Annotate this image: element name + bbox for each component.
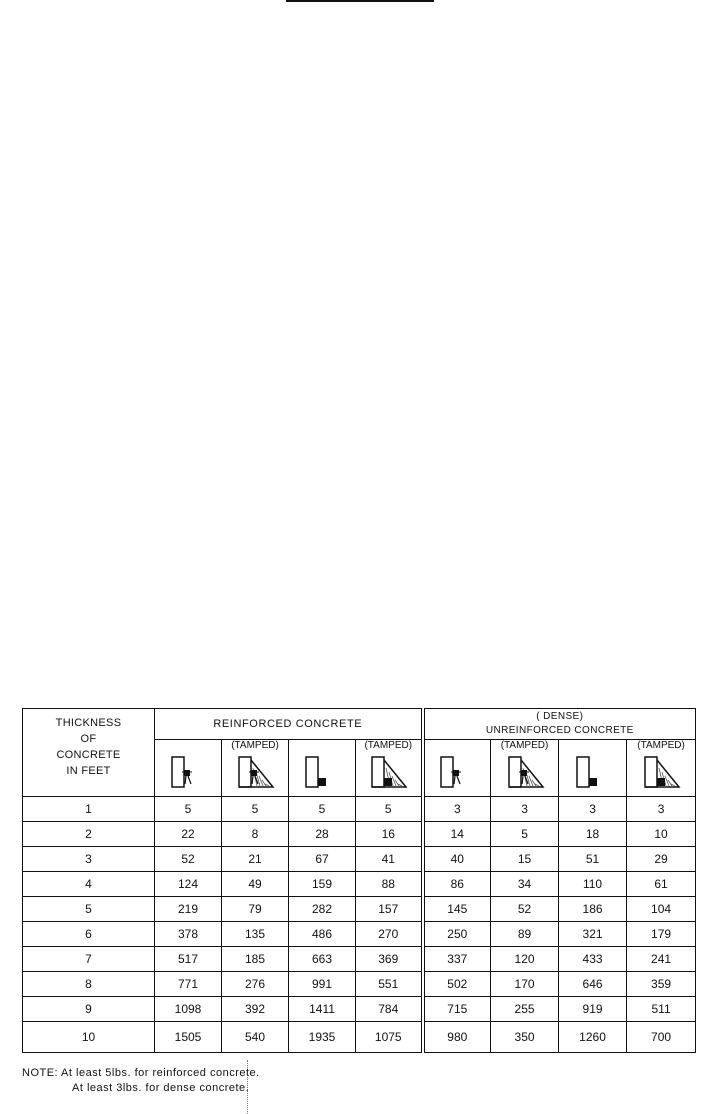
reinforced-concrete-header <box>155 709 423 740</box>
charge-value-cell: 255 <box>491 997 559 1022</box>
reinforced-concrete-label: REINFORCED CONCRETE <box>213 718 363 730</box>
thickness-cell: 6 <box>23 922 155 947</box>
charge-value-cell: 159 <box>289 872 356 897</box>
charge-value-cell: 241 <box>627 947 696 972</box>
thickness-cell: 1 <box>23 797 155 822</box>
charge-value-cell: 1260 <box>559 1022 627 1053</box>
charge-value-cell: 40 <box>423 847 491 872</box>
tamped-contact-charge-icon <box>222 754 288 790</box>
note-line-dense: At least 3lbs. for dense concrete. <box>72 1082 250 1094</box>
charge-value-cell: 991 <box>289 972 356 997</box>
charge-value-cell: 18 <box>559 822 627 847</box>
charge-value-cell: 5 <box>155 797 222 822</box>
charge-value-cell: 41 <box>356 847 423 872</box>
charge-value-cell: 86 <box>423 872 491 897</box>
charge-value-cell: 511 <box>627 997 696 1022</box>
charge-value-cell: 120 <box>491 947 559 972</box>
charge-value-cell: 28 <box>289 822 356 847</box>
charge-value-cell: 145 <box>423 897 491 922</box>
untamped-surface-charge-icon <box>289 754 355 790</box>
charge-placement-header <box>356 740 423 797</box>
charge-value-cell: 378 <box>155 922 222 947</box>
charge-placement-header <box>559 740 627 797</box>
note <box>22 1066 260 1096</box>
table-row <box>23 822 696 847</box>
charge-value-cell: 369 <box>356 947 423 972</box>
charge-value-cell: 16 <box>356 822 423 847</box>
charge-value-cell: 51 <box>559 847 627 872</box>
charge-value-cell: 919 <box>559 997 627 1022</box>
charge-placement-header <box>627 740 696 797</box>
table-row <box>23 922 696 947</box>
charge-value-cell: 771 <box>155 972 222 997</box>
table-row <box>23 1022 696 1053</box>
charge-value-cell: 10 <box>627 822 696 847</box>
charge-value-cell: 21 <box>222 847 289 872</box>
charge-value-cell: 170 <box>491 972 559 997</box>
charge-value-cell: 700 <box>627 1022 696 1053</box>
thickness-cell: 2 <box>23 822 155 847</box>
charge-value-cell: 22 <box>155 822 222 847</box>
charge-value-cell: 715 <box>423 997 491 1022</box>
charge-placement-header <box>491 740 559 797</box>
charge-value-cell: 5 <box>356 797 423 822</box>
table-row <box>23 897 696 922</box>
thickness-cell: 8 <box>23 972 155 997</box>
charge-placement-header <box>289 740 356 797</box>
charge-value-cell: 282 <box>289 897 356 922</box>
thickness-cell: 3 <box>23 847 155 872</box>
charge-value-cell: 350 <box>491 1022 559 1053</box>
table-body <box>23 797 696 1053</box>
charge-value-cell: 219 <box>155 897 222 922</box>
thickness-cell: 5 <box>23 897 155 922</box>
charge-value-cell: 61 <box>627 872 696 897</box>
charge-value-cell: 67 <box>289 847 356 872</box>
table-row <box>23 997 696 1022</box>
charge-value-cell: 646 <box>559 972 627 997</box>
charge-value-cell: 663 <box>289 947 356 972</box>
charge-value-cell: 49 <box>222 872 289 897</box>
tamped-contact-charge-icon <box>491 754 558 790</box>
charge-value-cell: 359 <box>627 972 696 997</box>
charge-value-cell: 124 <box>155 872 222 897</box>
charge-value-cell: 157 <box>356 897 423 922</box>
charge-value-cell: 270 <box>356 922 423 947</box>
table-row <box>23 847 696 872</box>
note-line-reinforced: NOTE: At least 5lbs. for reinforced concrete. <box>22 1067 260 1079</box>
tamped-surface-charge-icon <box>627 754 695 790</box>
charge-value-cell: 8 <box>222 822 289 847</box>
charge-value-cell: 110 <box>559 872 627 897</box>
charge-value-cell: 551 <box>356 972 423 997</box>
thickness-cell: 10 <box>23 1022 155 1053</box>
tamped-label: (TAMPED) <box>637 740 685 751</box>
untamped-surface-charge-icon <box>559 754 626 790</box>
tamped-surface-charge-icon <box>356 754 421 790</box>
charge-value-cell: 15 <box>491 847 559 872</box>
charge-value-cell: 179 <box>627 922 696 947</box>
charge-value-cell: 185 <box>222 947 289 972</box>
tamped-label: (TAMPED) <box>364 740 413 751</box>
charge-value-cell: 1098 <box>155 997 222 1022</box>
charge-value-cell: 1505 <box>155 1022 222 1053</box>
thickness-header-line: OF <box>80 733 97 745</box>
charge-value-cell: 88 <box>356 872 423 897</box>
tamped-label: (TAMPED) <box>231 740 279 751</box>
charge-value-cell: 29 <box>627 847 696 872</box>
charge-value-cell: 784 <box>356 997 423 1022</box>
thickness-header-line: CONCRETE <box>56 749 121 761</box>
thickness-cell: 9 <box>23 997 155 1022</box>
charge-value-cell: 3 <box>559 797 627 822</box>
charge-value-cell: 392 <box>222 997 289 1022</box>
charge-value-cell: 89 <box>491 922 559 947</box>
charge-value-cell: 276 <box>222 972 289 997</box>
charge-value-cell: 540 <box>222 1022 289 1053</box>
charge-value-cell: 3 <box>491 797 559 822</box>
charge-value-cell: 14 <box>423 822 491 847</box>
thickness-cell: 7 <box>23 947 155 972</box>
charge-value-cell: 433 <box>559 947 627 972</box>
charge-value-cell: 1411 <box>289 997 356 1022</box>
thickness-header <box>23 709 155 797</box>
untamped-contact-charge-icon <box>425 754 491 790</box>
charge-placement-header <box>222 740 289 797</box>
charge-value-cell: 52 <box>155 847 222 872</box>
charge-value-cell: 79 <box>222 897 289 922</box>
charge-value-cell: 5 <box>289 797 356 822</box>
charge-value-cell: 980 <box>423 1022 491 1053</box>
charge-table <box>22 708 696 1053</box>
charge-value-cell: 5 <box>222 797 289 822</box>
charge-value-cell: 486 <box>289 922 356 947</box>
charge-placement-header <box>423 740 491 797</box>
thickness-cell: 4 <box>23 872 155 897</box>
charge-table-container <box>22 708 695 1065</box>
charge-value-cell: 517 <box>155 947 222 972</box>
dense-label: ( DENSE) <box>536 711 584 722</box>
thickness-header-line: IN FEET <box>66 765 111 777</box>
charge-value-cell: 5 <box>491 822 559 847</box>
tamped-label: (TAMPED) <box>500 740 549 751</box>
charge-value-cell: 104 <box>627 897 696 922</box>
table-row <box>23 797 696 822</box>
charge-placement-header <box>155 740 222 797</box>
table-row <box>23 872 696 897</box>
untamped-contact-charge-icon <box>155 754 221 790</box>
charge-value-cell: 1935 <box>289 1022 356 1053</box>
charge-value-cell: 337 <box>423 947 491 972</box>
charge-value-cell: 3 <box>627 797 696 822</box>
charge-value-cell: 502 <box>423 972 491 997</box>
charge-value-cell: 186 <box>559 897 627 922</box>
charge-value-cell: 1075 <box>356 1022 423 1053</box>
unreinforced-concrete-label: UNREINFORCED CONCRETE <box>485 725 634 736</box>
table-row <box>23 972 696 997</box>
charge-value-cell: 250 <box>423 922 491 947</box>
charge-value-cell: 52 <box>491 897 559 922</box>
charge-value-cell: 135 <box>222 922 289 947</box>
thickness-header-line: THICKNESS <box>55 717 122 729</box>
charge-value-cell: 3 <box>423 797 491 822</box>
charge-value-cell: 34 <box>491 872 559 897</box>
top-rule <box>286 0 434 2</box>
table-row <box>23 947 696 972</box>
charge-value-cell: 321 <box>559 922 627 947</box>
dense-unreinforced-header <box>423 709 696 740</box>
